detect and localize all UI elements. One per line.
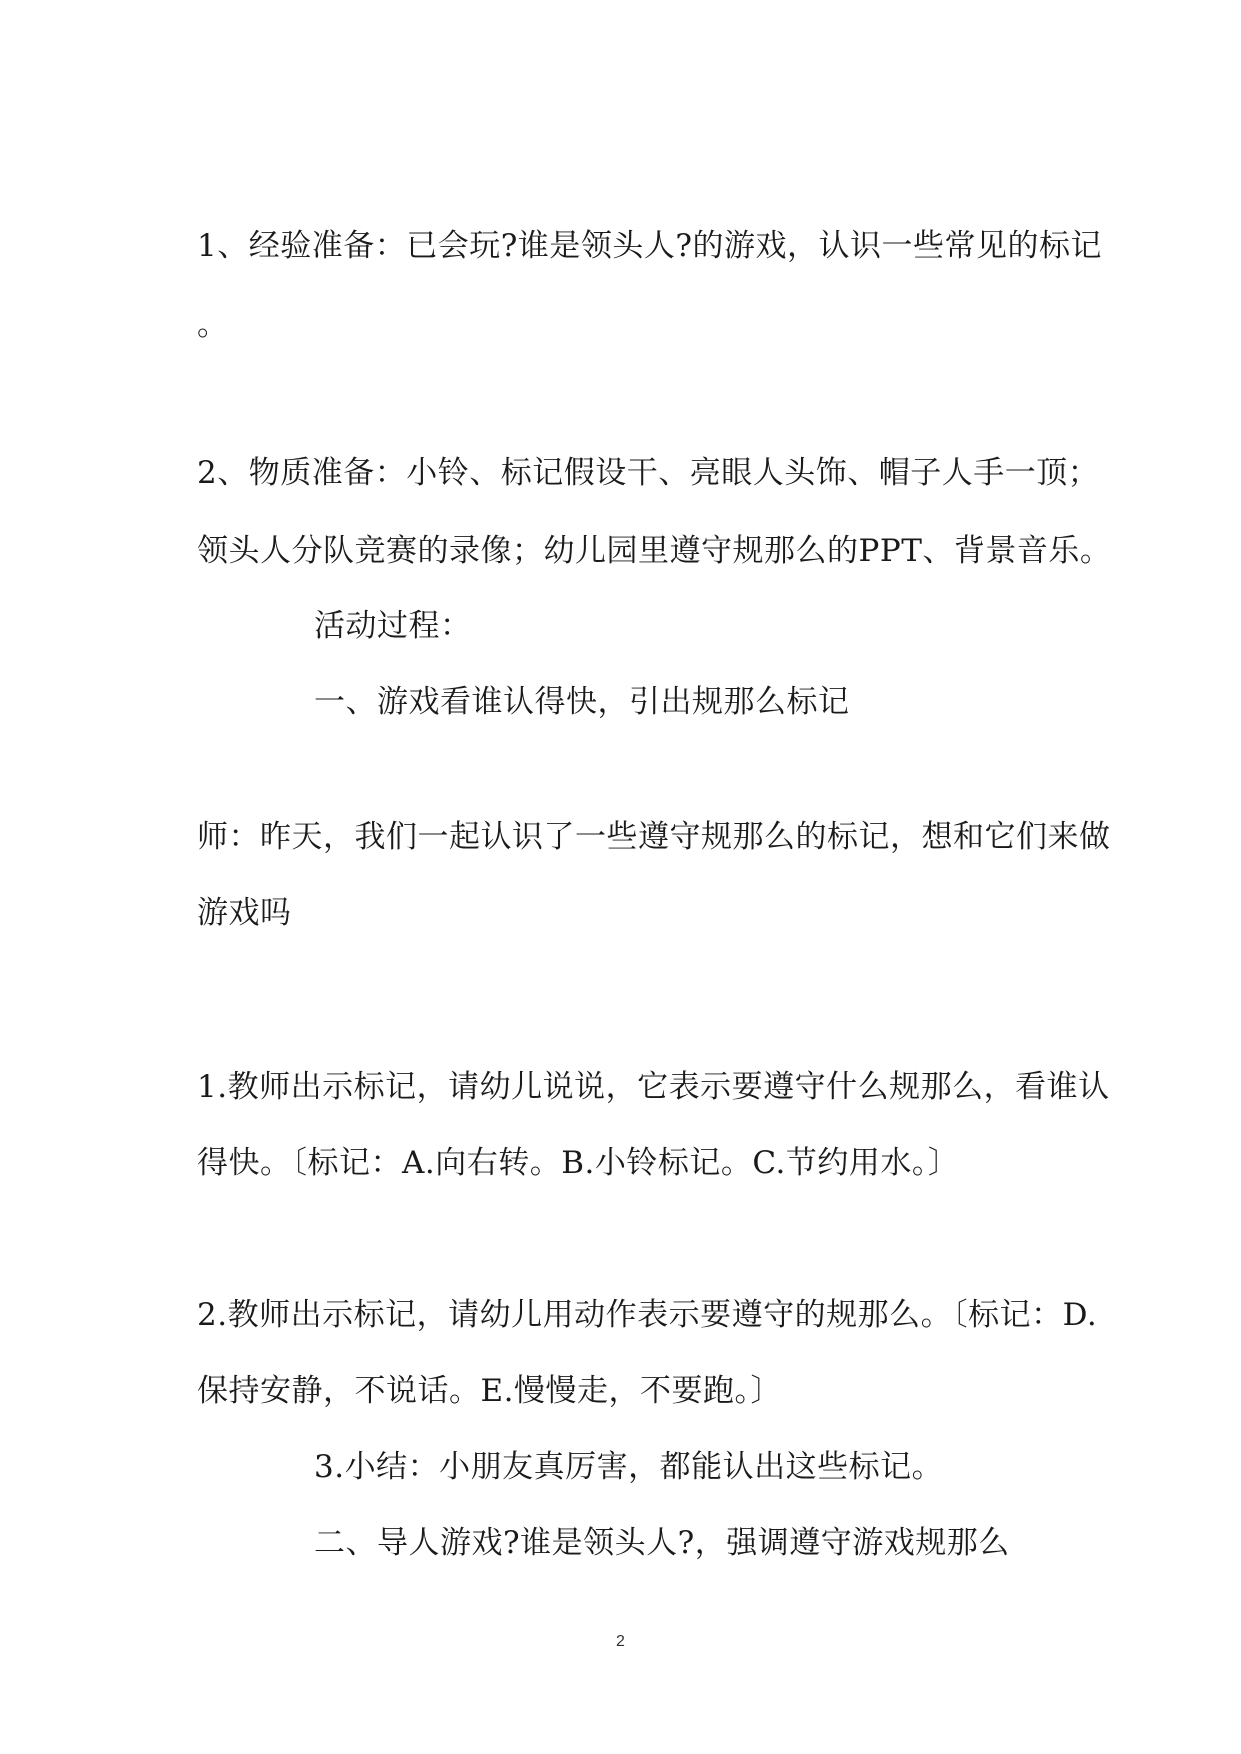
paragraph-material-prep-cont: 领头人分队竞赛的录像；幼儿园里遵守规那么的PPT、背景音乐。 xyxy=(197,533,1112,569)
paragraph-summary: 3.小结：小朋友真厉害，都能认出这些标记。 xyxy=(314,1449,944,1485)
heading-activity-process: 活动过程： xyxy=(314,608,472,644)
paragraph-step-two: 2.教师出示标记，请幼儿用动作表示要遵守的规那么。〔标记：D. xyxy=(197,1297,1098,1333)
paragraph-step-two-cont: 保持安静，不说话。E.慢慢走，不要跑。〕 xyxy=(197,1373,782,1409)
paragraph-material-prep: 2、物质准备：小铃、标记假设干、亮眼人头饰、帽子人手一顶； xyxy=(197,455,1100,491)
heading-section-one: 一、游戏看谁认得快，引出规那么标记 xyxy=(314,684,850,720)
paragraph-experience-prep-end: 。 xyxy=(197,307,229,343)
paragraph-teacher-intro-cont: 游戏吗 xyxy=(197,895,292,931)
paragraph-step-one: 1.教师出示标记，请幼儿说说，它表示要遵守什么规那么，看谁认 xyxy=(197,1069,1110,1105)
heading-section-two: 二、导人游戏?谁是领头人?，强调遵守游戏规那么 xyxy=(314,1525,1010,1561)
paragraph-experience-prep: 1、经验准备：已会玩?谁是领头人?的游戏，认识一些常见的标记 xyxy=(197,228,1102,264)
paragraph-step-one-cont: 得快。〔标记：A.向右转。B.小铃标记。C.节约用水。〕 xyxy=(197,1145,960,1181)
paragraph-teacher-intro: 师：昨天，我们一起认识了一些遵守规那么的标记，想和它们来做 xyxy=(197,819,1111,855)
page-number: 2 xyxy=(616,1633,625,1650)
